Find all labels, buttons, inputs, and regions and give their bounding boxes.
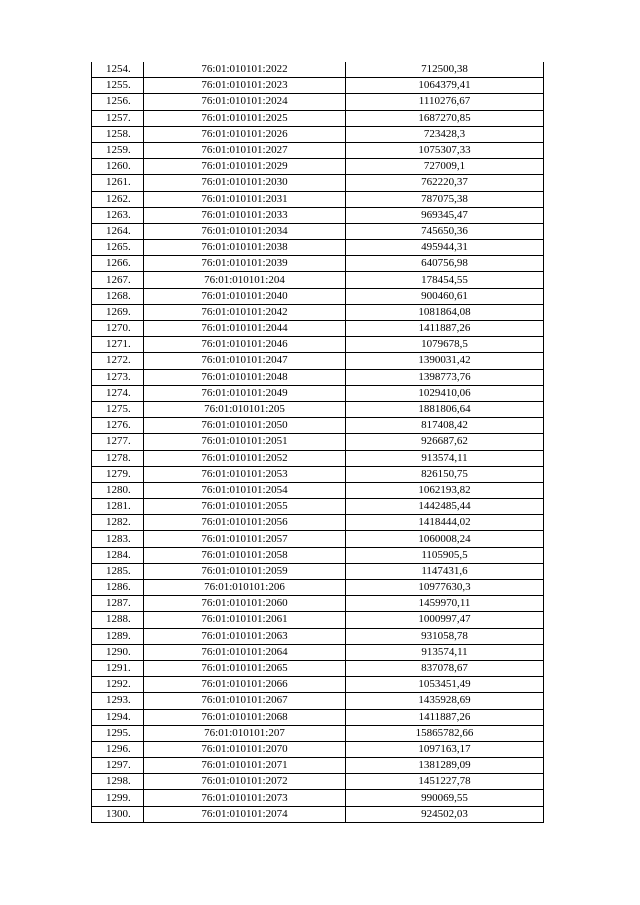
cadastral-number-cell: 76:01:010101:2053	[144, 466, 346, 482]
cadastral-value-cell: 1079678,5	[346, 337, 544, 353]
table-row	[92, 466, 544, 482]
cadastral-number-cell: 76:01:010101:2046	[144, 337, 346, 353]
row-number-cell: 1289.	[92, 628, 144, 644]
cadastral-value-cell: 15865782,66	[346, 725, 544, 741]
cadastral-number-cell: 76:01:010101:2068	[144, 709, 346, 725]
cadastral-value-cell: 178454,55	[346, 272, 544, 288]
cadastral-number-cell: 76:01:010101:2027	[144, 142, 346, 158]
cadastral-value-cell: 926687,62	[346, 434, 544, 450]
table-row	[92, 385, 544, 401]
table-row	[92, 401, 544, 417]
row-number-cell: 1287.	[92, 596, 144, 612]
row-number-cell: 1281.	[92, 499, 144, 515]
cadastral-number-cell: 76:01:010101:2034	[144, 223, 346, 239]
cadastral-value-cell: 1029410,06	[346, 385, 544, 401]
cadastral-value-cell: 1442485,44	[346, 499, 544, 515]
cadastral-number-cell: 76:01:010101:204	[144, 272, 346, 288]
cadastral-value-cell: 1411887,26	[346, 321, 544, 337]
cadastral-value-cell: 1110276,67	[346, 94, 544, 110]
cadastral-value-cell: 1147431,6	[346, 563, 544, 579]
row-number-cell: 1280.	[92, 482, 144, 498]
cadastral-number-cell: 76:01:010101:2038	[144, 240, 346, 256]
cadastral-number-cell: 76:01:010101:2067	[144, 693, 346, 709]
cadastral-value-cell: 1062193,82	[346, 482, 544, 498]
table-row	[92, 256, 544, 272]
table-row	[92, 353, 544, 369]
table-row	[92, 142, 544, 158]
cadastral-value-cell: 723428,3	[346, 126, 544, 142]
cadastral-number-cell: 76:01:010101:2025	[144, 110, 346, 126]
cadastral-value-cell: 1390031,42	[346, 353, 544, 369]
table-row	[92, 774, 544, 790]
cadastral-number-cell: 76:01:010101:2050	[144, 418, 346, 434]
cadastral-number-cell: 76:01:010101:2048	[144, 369, 346, 385]
row-number-cell: 1300.	[92, 806, 144, 822]
row-number-cell: 1274.	[92, 385, 144, 401]
row-number-cell: 1288.	[92, 612, 144, 628]
table-row	[92, 596, 544, 612]
table-row	[92, 628, 544, 644]
row-number-cell: 1277.	[92, 434, 144, 450]
cadastral-number-cell: 76:01:010101:2054	[144, 482, 346, 498]
cadastral-number-cell: 76:01:010101:2023	[144, 78, 346, 94]
cadastral-value-cell: 1881806,64	[346, 401, 544, 417]
cadastral-number-cell: 76:01:010101:2064	[144, 644, 346, 660]
cadastral-number-cell: 76:01:010101:2063	[144, 628, 346, 644]
cadastral-number-cell: 76:01:010101:2055	[144, 499, 346, 515]
row-number-cell: 1267.	[92, 272, 144, 288]
cadastral-number-cell: 76:01:010101:2022	[144, 62, 346, 78]
row-number-cell: 1263.	[92, 207, 144, 223]
row-number-cell: 1279.	[92, 466, 144, 482]
table-row	[92, 580, 544, 596]
row-number-cell: 1285.	[92, 563, 144, 579]
cadastral-value-cell: 931058,78	[346, 628, 544, 644]
row-number-cell: 1299.	[92, 790, 144, 806]
cadastral-value-cell: 1075307,33	[346, 142, 544, 158]
row-number-cell: 1298.	[92, 774, 144, 790]
cadastral-value-cell: 990069,55	[346, 790, 544, 806]
table-row	[92, 482, 544, 498]
table-body	[92, 62, 544, 822]
row-number-cell: 1291.	[92, 660, 144, 676]
cadastral-number-cell: 76:01:010101:2031	[144, 191, 346, 207]
table-row	[92, 418, 544, 434]
cadastral-value-cell: 1060008,24	[346, 531, 544, 547]
cadastral-value-cell: 1097163,17	[346, 741, 544, 757]
row-number-cell: 1268.	[92, 288, 144, 304]
cadastral-value-cell: 787075,38	[346, 191, 544, 207]
row-number-cell: 1275.	[92, 401, 144, 417]
row-number-cell: 1290.	[92, 644, 144, 660]
table-row	[92, 337, 544, 353]
table-row	[92, 434, 544, 450]
cadastral-value-cell: 1411887,26	[346, 709, 544, 725]
cadastral-number-cell: 76:01:010101:2060	[144, 596, 346, 612]
table-row	[92, 563, 544, 579]
table-row	[92, 677, 544, 693]
cadastral-value-cell: 969345,47	[346, 207, 544, 223]
cadastral-value-cell: 1000997,47	[346, 612, 544, 628]
table-row	[92, 499, 544, 515]
cadastral-value-cell: 1081864,08	[346, 304, 544, 320]
table-row	[92, 272, 544, 288]
row-number-cell: 1264.	[92, 223, 144, 239]
table-row	[92, 304, 544, 320]
cadastral-value-cell: 826150,75	[346, 466, 544, 482]
table-row	[92, 725, 544, 741]
cadastral-number-cell: 76:01:010101:207	[144, 725, 346, 741]
cadastral-number-cell: 76:01:010101:2029	[144, 159, 346, 175]
table-row	[92, 531, 544, 547]
table-row	[92, 741, 544, 757]
table-row	[92, 644, 544, 660]
cadastral-value-cell: 1687270,85	[346, 110, 544, 126]
row-number-cell: 1269.	[92, 304, 144, 320]
table-row	[92, 693, 544, 709]
row-number-cell: 1255.	[92, 78, 144, 94]
cadastral-value-cell: 913574,11	[346, 644, 544, 660]
cadastral-number-cell: 76:01:010101:2074	[144, 806, 346, 822]
table-row	[92, 450, 544, 466]
table-row	[92, 369, 544, 385]
cadastral-number-cell: 76:01:010101:2066	[144, 677, 346, 693]
cadastral-value-cell: 1418444,02	[346, 515, 544, 531]
row-number-cell: 1271.	[92, 337, 144, 353]
row-number-cell: 1272.	[92, 353, 144, 369]
cadastral-number-cell: 76:01:010101:2061	[144, 612, 346, 628]
cadastral-value-cell: 1459970,11	[346, 596, 544, 612]
row-number-cell: 1259.	[92, 142, 144, 158]
row-number-cell: 1295.	[92, 725, 144, 741]
cadastral-value-cell: 640756,98	[346, 256, 544, 272]
table-row	[92, 288, 544, 304]
cadastral-number-cell: 76:01:010101:2049	[144, 385, 346, 401]
row-number-cell: 1254.	[92, 62, 144, 78]
row-number-cell: 1278.	[92, 450, 144, 466]
cadastral-number-cell: 76:01:010101:2026	[144, 126, 346, 142]
cadastral-value-table	[91, 62, 544, 823]
row-number-cell: 1294.	[92, 709, 144, 725]
cadastral-number-cell: 76:01:010101:2073	[144, 790, 346, 806]
row-number-cell: 1292.	[92, 677, 144, 693]
cadastral-number-cell: 76:01:010101:2042	[144, 304, 346, 320]
table-row	[92, 78, 544, 94]
row-number-cell: 1256.	[92, 94, 144, 110]
cadastral-value-cell: 817408,42	[346, 418, 544, 434]
table-row	[92, 709, 544, 725]
table-row	[92, 175, 544, 191]
table-row	[92, 94, 544, 110]
row-number-cell: 1296.	[92, 741, 144, 757]
cadastral-number-cell: 76:01:010101:2030	[144, 175, 346, 191]
row-number-cell: 1260.	[92, 159, 144, 175]
row-number-cell: 1273.	[92, 369, 144, 385]
table-row	[92, 110, 544, 126]
row-number-cell: 1286.	[92, 580, 144, 596]
table-row	[92, 321, 544, 337]
table-row	[92, 126, 544, 142]
cadastral-value-cell: 745650,36	[346, 223, 544, 239]
row-number-cell: 1276.	[92, 418, 144, 434]
row-number-cell: 1265.	[92, 240, 144, 256]
row-number-cell: 1284.	[92, 547, 144, 563]
cadastral-value-cell: 1435928,69	[346, 693, 544, 709]
cadastral-number-cell: 76:01:010101:2056	[144, 515, 346, 531]
cadastral-value-cell: 913574,11	[346, 450, 544, 466]
cadastral-number-cell: 76:01:010101:206	[144, 580, 346, 596]
cadastral-value-cell: 924502,03	[346, 806, 544, 822]
cadastral-value-cell: 1064379,41	[346, 78, 544, 94]
row-number-cell: 1297.	[92, 758, 144, 774]
row-number-cell: 1270.	[92, 321, 144, 337]
row-number-cell: 1261.	[92, 175, 144, 191]
cadastral-number-cell: 76:01:010101:2070	[144, 741, 346, 757]
cadastral-number-cell: 76:01:010101:2033	[144, 207, 346, 223]
cadastral-number-cell: 76:01:010101:2072	[144, 774, 346, 790]
table-row	[92, 207, 544, 223]
cadastral-value-cell: 495944,31	[346, 240, 544, 256]
row-number-cell: 1293.	[92, 693, 144, 709]
cadastral-value-cell: 762220,37	[346, 175, 544, 191]
cadastral-number-cell: 76:01:010101:2039	[144, 256, 346, 272]
cadastral-value-cell: 10977630,3	[346, 580, 544, 596]
cadastral-number-cell: 76:01:010101:2044	[144, 321, 346, 337]
cadastral-number-cell: 76:01:010101:2065	[144, 660, 346, 676]
table-row	[92, 806, 544, 822]
row-number-cell: 1258.	[92, 126, 144, 142]
cadastral-number-cell: 76:01:010101:2024	[144, 94, 346, 110]
table-row	[92, 758, 544, 774]
cadastral-value-cell: 1398773,76	[346, 369, 544, 385]
cadastral-number-cell: 76:01:010101:2058	[144, 547, 346, 563]
table-row	[92, 240, 544, 256]
cadastral-value-cell: 727009,1	[346, 159, 544, 175]
row-number-cell: 1257.	[92, 110, 144, 126]
table-row	[92, 790, 544, 806]
cadastral-value-cell: 1381289,09	[346, 758, 544, 774]
table-row	[92, 191, 544, 207]
row-number-cell: 1282.	[92, 515, 144, 531]
cadastral-number-cell: 76:01:010101:2052	[144, 450, 346, 466]
cadastral-number-cell: 76:01:010101:205	[144, 401, 346, 417]
cadastral-number-cell: 76:01:010101:2040	[144, 288, 346, 304]
cadastral-value-cell: 1105905,5	[346, 547, 544, 563]
table-row	[92, 612, 544, 628]
table-row	[92, 159, 544, 175]
cadastral-value-cell: 837078,67	[346, 660, 544, 676]
row-number-cell: 1283.	[92, 531, 144, 547]
table-row	[92, 547, 544, 563]
table-row	[92, 515, 544, 531]
cadastral-number-cell: 76:01:010101:2059	[144, 563, 346, 579]
row-number-cell: 1266.	[92, 256, 144, 272]
cadastral-value-cell: 1053451,49	[346, 677, 544, 693]
cadastral-number-cell: 76:01:010101:2047	[144, 353, 346, 369]
cadastral-number-cell: 76:01:010101:2071	[144, 758, 346, 774]
cadastral-number-cell: 76:01:010101:2057	[144, 531, 346, 547]
table-row	[92, 62, 544, 78]
row-number-cell: 1262.	[92, 191, 144, 207]
table-row	[92, 660, 544, 676]
cadastral-value-cell: 900460,61	[346, 288, 544, 304]
cadastral-number-cell: 76:01:010101:2051	[144, 434, 346, 450]
cadastral-value-cell: 1451227,78	[346, 774, 544, 790]
cadastral-value-cell: 712500,38	[346, 62, 544, 78]
table-row	[92, 223, 544, 239]
